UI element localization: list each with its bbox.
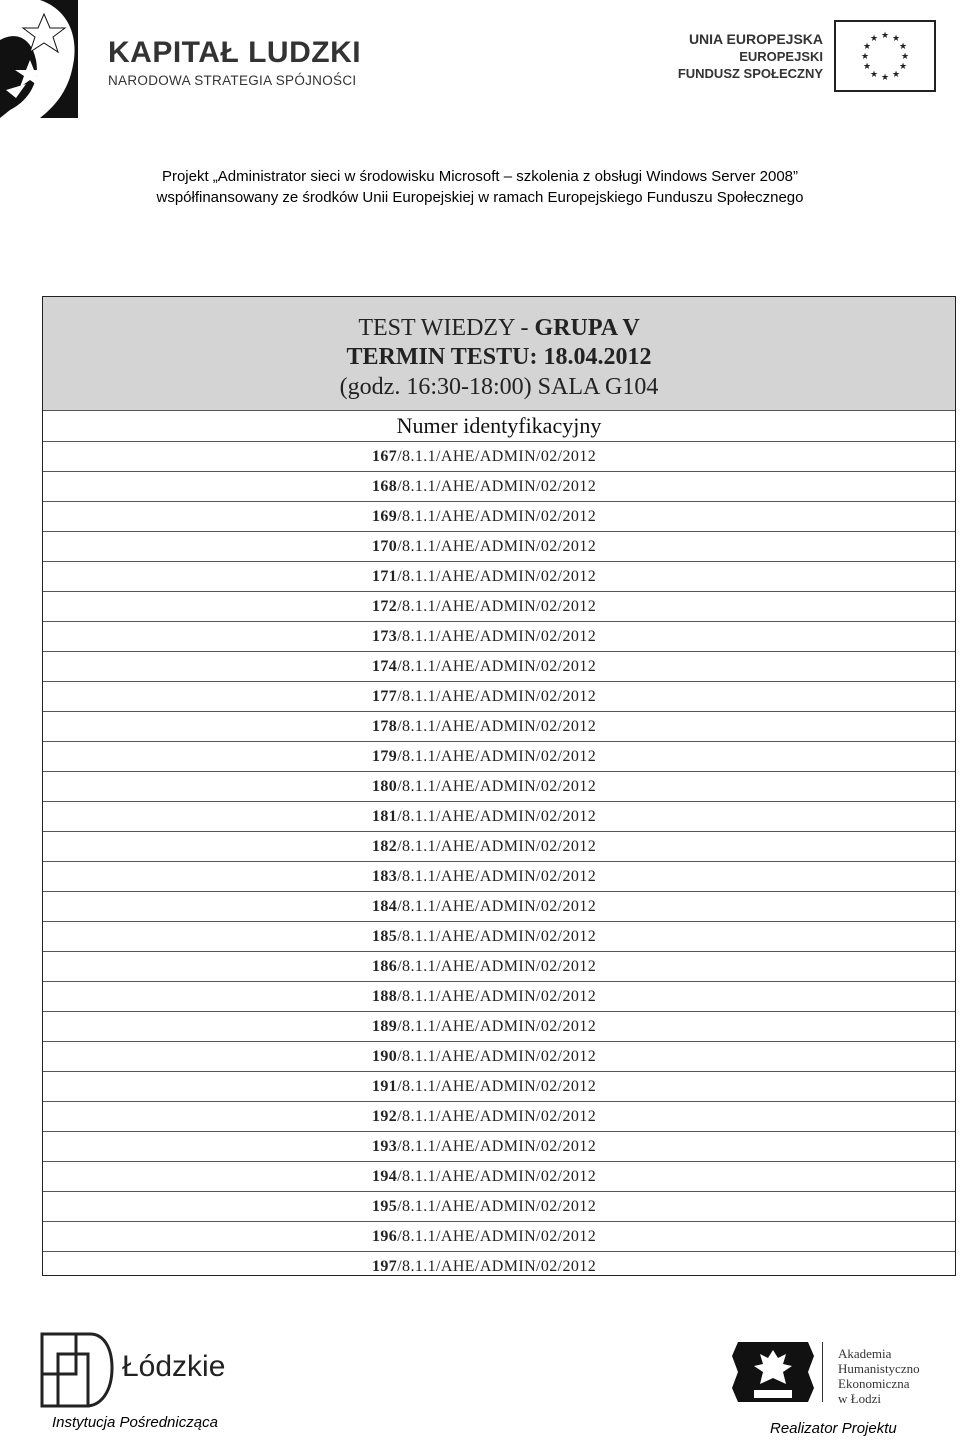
svg-text:★: ★ bbox=[860, 52, 870, 62]
id-number-prefix: 173 bbox=[372, 628, 398, 645]
id-number-prefix: 181 bbox=[372, 808, 398, 825]
id-number-prefix: 195 bbox=[372, 1198, 398, 1215]
kapital-ludzki-title: KAPITAŁ LUDZKI bbox=[108, 36, 362, 69]
kapital-ludzki-emblem-icon bbox=[0, 0, 100, 118]
table-row bbox=[43, 1162, 955, 1192]
svg-text:★: ★ bbox=[880, 73, 890, 83]
id-number-suffix: /8.1.1/AHE/ADMIN/02/2012 bbox=[397, 508, 597, 525]
svg-text:★: ★ bbox=[880, 31, 890, 41]
id-number-suffix: /8.1.1/AHE/ADMIN/02/2012 bbox=[397, 868, 597, 885]
eu-line1: UNIA EUROPEJSKA bbox=[688, 31, 823, 47]
id-number-prefix: 171 bbox=[372, 568, 398, 585]
ahe-eagle-emblem-icon bbox=[728, 1336, 828, 1410]
ahe-line2: Humanistyczno bbox=[838, 1361, 920, 1376]
id-number bbox=[372, 1102, 596, 1132]
test-title bbox=[43, 315, 955, 342]
id-number-prefix: 185 bbox=[372, 928, 398, 945]
table-row bbox=[43, 1102, 955, 1132]
eu-line3: FUNDUSZ SPOŁECZNY bbox=[677, 66, 823, 81]
table-row bbox=[43, 1222, 955, 1252]
id-number-prefix: 188 bbox=[372, 988, 398, 1005]
id-number-prefix: 172 bbox=[372, 598, 398, 615]
id-number bbox=[372, 622, 596, 652]
table-row bbox=[43, 952, 955, 982]
id-number-prefix: 167 bbox=[372, 448, 398, 465]
table-row bbox=[43, 562, 955, 592]
id-number-suffix: /8.1.1/AHE/ADMIN/02/2012 bbox=[397, 748, 597, 765]
column-header: Numer identyfikacyjny bbox=[43, 411, 955, 442]
id-number-prefix: 189 bbox=[372, 1018, 398, 1035]
id-number-suffix: /8.1.1/AHE/ADMIN/02/2012 bbox=[397, 808, 597, 825]
id-number-prefix: 192 bbox=[372, 1108, 398, 1125]
kapital-ludzki-subtitle: NARODOWA STRATEGIA SPÓJNOŚCI bbox=[108, 73, 357, 88]
id-number-suffix: /8.1.1/AHE/ADMIN/02/2012 bbox=[397, 718, 597, 735]
table-row bbox=[43, 592, 955, 622]
eu-logo-text bbox=[678, 31, 823, 82]
table-row bbox=[43, 982, 955, 1012]
id-number bbox=[372, 1222, 596, 1252]
ahe-divider bbox=[822, 1342, 823, 1402]
id-number bbox=[372, 652, 596, 682]
id-number-prefix: 169 bbox=[372, 508, 398, 525]
kapital-ludzki-logo bbox=[0, 0, 360, 118]
table-row bbox=[43, 682, 955, 712]
id-number bbox=[372, 922, 596, 952]
test-group: GRUPA V bbox=[534, 315, 640, 341]
id-number-suffix: /8.1.1/AHE/ADMIN/02/2012 bbox=[397, 628, 597, 645]
table-row bbox=[43, 862, 955, 892]
id-number-suffix: /8.1.1/AHE/ADMIN/02/2012 bbox=[397, 1108, 597, 1125]
table-row bbox=[43, 712, 955, 742]
test-time-room: (godz. 16:30-18:00) SALA G104 bbox=[339, 374, 659, 400]
id-number-suffix: /8.1.1/AHE/ADMIN/02/2012 bbox=[397, 1018, 597, 1035]
lodzkie-emblem-icon bbox=[40, 1332, 120, 1410]
id-number bbox=[372, 862, 596, 892]
id-number bbox=[372, 682, 596, 712]
id-number bbox=[372, 502, 596, 532]
id-number bbox=[372, 832, 596, 862]
id-number bbox=[372, 1072, 596, 1102]
id-number-suffix: /8.1.1/AHE/ADMIN/02/2012 bbox=[397, 478, 597, 495]
id-number bbox=[372, 1162, 596, 1192]
ahe-logo bbox=[728, 1336, 948, 1416]
id-number-prefix: 193 bbox=[372, 1138, 398, 1155]
id-number-suffix: /8.1.1/AHE/ADMIN/02/2012 bbox=[397, 958, 597, 975]
id-number-prefix: 177 bbox=[372, 688, 398, 705]
id-number bbox=[372, 952, 596, 982]
svg-text:★: ★ bbox=[862, 42, 872, 52]
id-number bbox=[372, 1132, 596, 1162]
table-row bbox=[43, 742, 955, 772]
table-row bbox=[43, 502, 955, 532]
id-number-suffix: /8.1.1/AHE/ADMIN/02/2012 bbox=[397, 838, 597, 855]
svg-text:★: ★ bbox=[898, 42, 908, 52]
eu-flag-icon bbox=[834, 20, 936, 92]
ahe-line4: w Łodzi bbox=[838, 1391, 881, 1406]
project-implementer-label: Realizator Projektu bbox=[770, 1420, 897, 1437]
id-number-prefix: 180 bbox=[372, 778, 398, 795]
table-row bbox=[43, 802, 955, 832]
id-number bbox=[372, 892, 596, 922]
table-row bbox=[43, 892, 955, 922]
svg-text:★: ★ bbox=[862, 62, 872, 72]
project-title-line: Projekt „Administrator sieci w środowisku Microsoft – szkolenia z obsługi Windows Server 2008” bbox=[161, 168, 799, 185]
id-number-prefix: 184 bbox=[372, 898, 398, 915]
id-number-prefix: 179 bbox=[372, 748, 398, 765]
table-row bbox=[43, 1072, 955, 1102]
id-number-suffix: /8.1.1/AHE/ADMIN/02/2012 bbox=[397, 928, 597, 945]
id-number-suffix: /8.1.1/AHE/ADMIN/02/2012 bbox=[397, 1228, 597, 1245]
ahe-line1: Akademia bbox=[838, 1346, 892, 1361]
lodzkie-name: Łódzkie bbox=[122, 1350, 226, 1383]
id-number bbox=[372, 772, 596, 802]
id-table bbox=[42, 296, 956, 1276]
svg-text:★: ★ bbox=[869, 70, 879, 80]
test-title-prefix: TEST WIEDZY - bbox=[358, 315, 535, 341]
id-number bbox=[372, 802, 596, 832]
id-number-prefix: 186 bbox=[372, 958, 398, 975]
id-number-prefix: 190 bbox=[372, 1048, 398, 1065]
id-number-prefix: 170 bbox=[372, 538, 398, 555]
id-number bbox=[372, 742, 596, 772]
table-row bbox=[43, 922, 955, 952]
table-row bbox=[43, 1132, 955, 1162]
svg-text:★: ★ bbox=[891, 34, 901, 44]
id-number-suffix: /8.1.1/AHE/ADMIN/02/2012 bbox=[397, 1258, 597, 1275]
id-number-prefix: 168 bbox=[372, 478, 398, 495]
id-number-prefix: 182 bbox=[372, 838, 398, 855]
id-number-suffix: /8.1.1/AHE/ADMIN/02/2012 bbox=[397, 988, 597, 1005]
id-number bbox=[372, 472, 596, 502]
id-number-prefix: 194 bbox=[372, 1168, 398, 1185]
test-date: TERMIN TESTU: 18.04.2012 bbox=[346, 344, 652, 370]
id-number bbox=[372, 532, 596, 562]
table-row bbox=[43, 1042, 955, 1072]
id-number-prefix: 183 bbox=[372, 868, 398, 885]
id-number bbox=[372, 1012, 596, 1042]
project-funding-line: współfinansowany ze środków Unii Europejskiej w ramach Europejskiego Funduszu Społecznego bbox=[156, 189, 804, 206]
id-number-suffix: /8.1.1/AHE/ADMIN/02/2012 bbox=[397, 1048, 597, 1065]
table-row bbox=[43, 532, 955, 562]
id-number bbox=[372, 712, 596, 742]
id-number-suffix: /8.1.1/AHE/ADMIN/02/2012 bbox=[397, 568, 597, 585]
id-number-prefix: 178 bbox=[372, 718, 398, 735]
id-number-suffix: /8.1.1/AHE/ADMIN/02/2012 bbox=[397, 538, 597, 555]
id-number-suffix: /8.1.1/AHE/ADMIN/02/2012 bbox=[397, 1168, 597, 1185]
svg-text:★: ★ bbox=[869, 34, 879, 44]
eu-logo bbox=[640, 18, 945, 98]
table-row bbox=[43, 1012, 955, 1042]
table-row bbox=[43, 442, 955, 472]
ahe-line3: Ekonomiczna bbox=[838, 1376, 910, 1391]
table-row bbox=[43, 1252, 955, 1281]
id-number-suffix: /8.1.1/AHE/ADMIN/02/2012 bbox=[397, 1138, 597, 1155]
id-number bbox=[372, 562, 596, 592]
id-number-suffix: /8.1.1/AHE/ADMIN/02/2012 bbox=[397, 1198, 597, 1215]
table-header bbox=[43, 297, 955, 411]
svg-text:★: ★ bbox=[898, 62, 908, 72]
id-number-prefix: 197 bbox=[372, 1258, 398, 1275]
table-row bbox=[43, 622, 955, 652]
id-number bbox=[372, 592, 596, 622]
table-row bbox=[43, 832, 955, 862]
table-row bbox=[43, 772, 955, 802]
id-number bbox=[372, 442, 596, 472]
id-number-suffix: /8.1.1/AHE/ADMIN/02/2012 bbox=[397, 778, 597, 795]
id-number-prefix: 191 bbox=[372, 1078, 398, 1095]
id-number-prefix: 174 bbox=[372, 658, 398, 675]
id-number-suffix: /8.1.1/AHE/ADMIN/02/2012 bbox=[397, 898, 597, 915]
table-row bbox=[43, 1192, 955, 1222]
table-rows bbox=[43, 442, 955, 1281]
id-number-prefix: 196 bbox=[372, 1228, 398, 1245]
table-row bbox=[43, 652, 955, 682]
id-number bbox=[372, 982, 596, 1012]
id-number-suffix: /8.1.1/AHE/ADMIN/02/2012 bbox=[397, 658, 597, 675]
id-number bbox=[372, 1192, 596, 1222]
id-number-suffix: /8.1.1/AHE/ADMIN/02/2012 bbox=[397, 448, 597, 465]
id-number bbox=[372, 1252, 596, 1282]
id-number-suffix: /8.1.1/AHE/ADMIN/02/2012 bbox=[397, 688, 597, 705]
table-row bbox=[43, 472, 955, 502]
id-number bbox=[372, 1042, 596, 1072]
ahe-name bbox=[838, 1346, 920, 1406]
svg-text:★: ★ bbox=[900, 52, 910, 62]
id-number-suffix: /8.1.1/AHE/ADMIN/02/2012 bbox=[397, 1078, 597, 1095]
intermediate-institution-label: Instytucja Pośrednicząca bbox=[52, 1414, 218, 1431]
id-number-suffix: /8.1.1/AHE/ADMIN/02/2012 bbox=[397, 598, 597, 615]
svg-text:★: ★ bbox=[891, 70, 901, 80]
eu-line2: EUROPEJSKI bbox=[739, 49, 823, 64]
